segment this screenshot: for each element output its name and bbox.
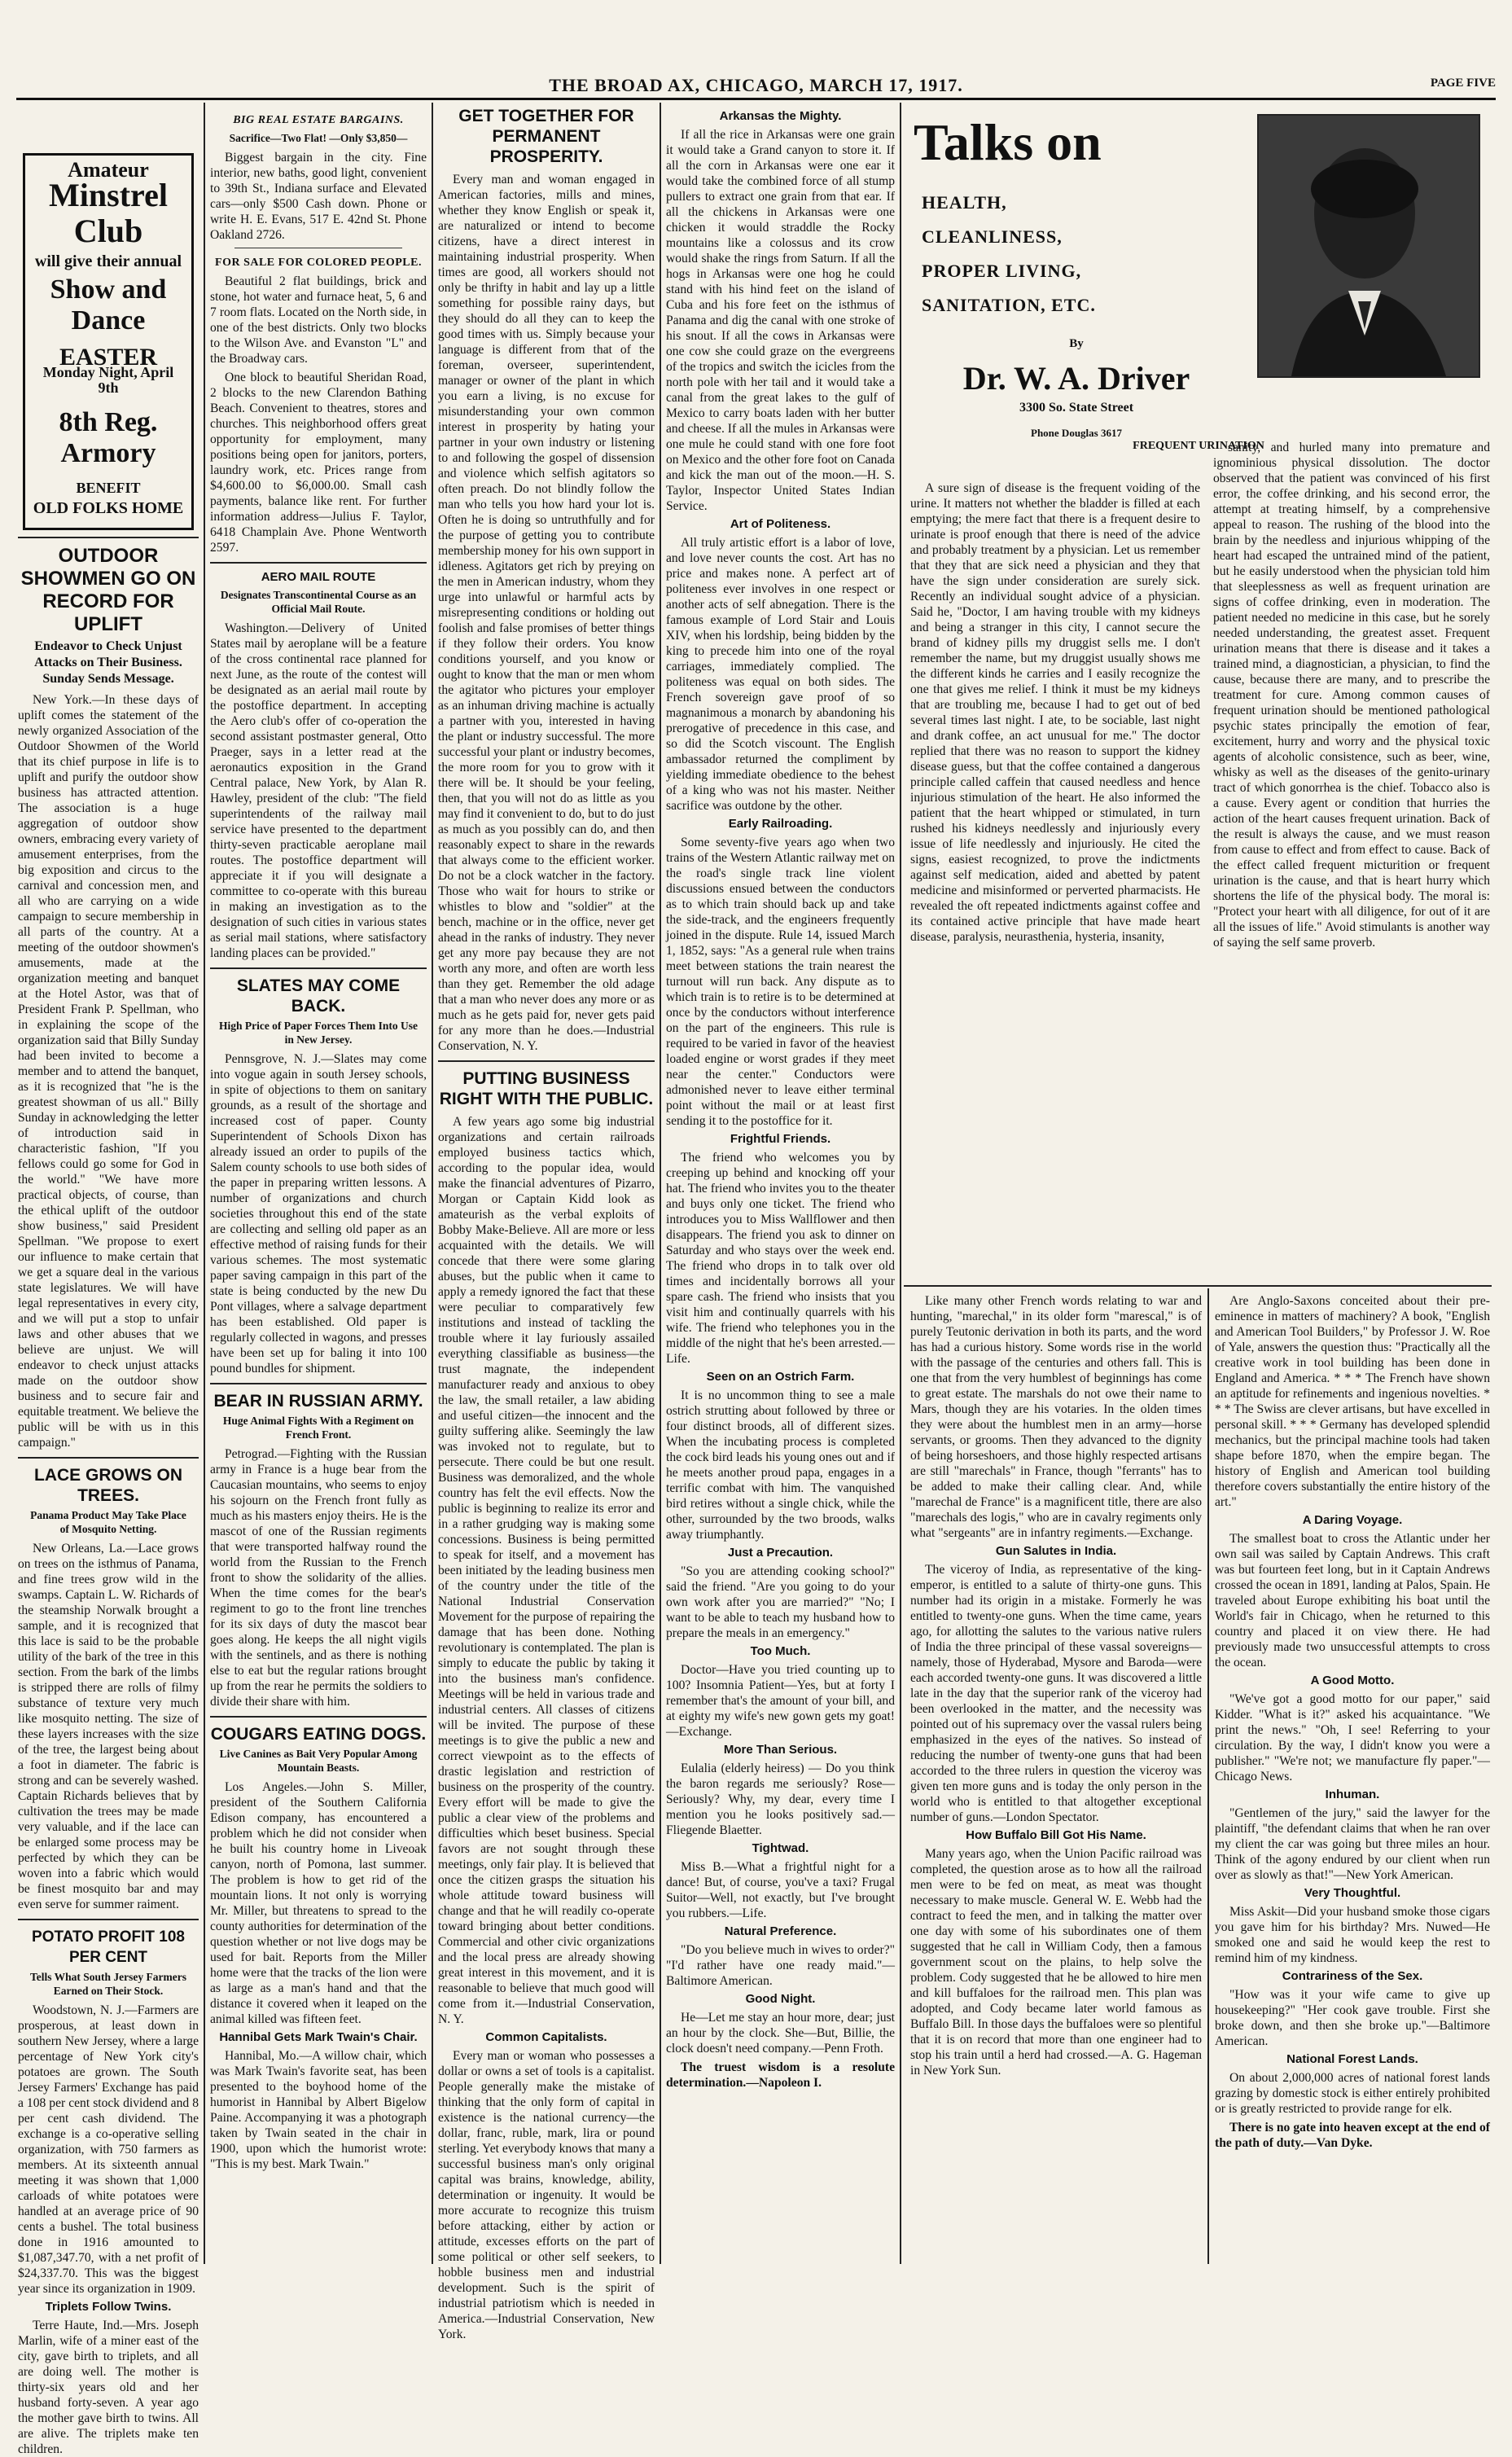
headline: Frightful Friends. — [730, 1132, 831, 1146]
headline: BEAR IN RUSSIAN ARMY. — [213, 1392, 423, 1411]
headline: GET TOGETHER FOR PERMANENT PROSPERITY. — [458, 107, 634, 166]
subheadline: Sacrifice—Two Flat! —Only $3,850— — [229, 132, 408, 144]
headline: AERO MAIL ROUTE — [261, 570, 376, 584]
headline: Good Night. — [745, 1992, 816, 2006]
article-body: On about 2,000,000 acres of national forest lands grazing by domestic stock is either entirely prohibited or is greatly restricted to provide range for elk. — [1215, 2071, 1490, 2116]
article-body: Pennsgrove, N. J.—Slates may come into vogue again in south Jersey schools, in spite of objections to them on sanitary grounds, as a result of the shortage and increased cost of paper. County Superintendent of Schools Dixon has already issued an order to pupils of the Salem county schools to use both sides of the paper in preparing written lessons. A number of organizations and church societies throughout this end of the state are collecting and selling old paper as an effective method of raising funds for their various schemes. The most systematic paper saving campaign in this part of the state is being conducted by the new Du Pont villages, where a salvage department has been established. Old paper is regularly collected in wagons, and presses have been set up for baling it into 100 pound bundles for shipment. — [210, 1052, 427, 1375]
article-body: Miss Askit—Did your husband smoke those cigars you gave him for his birthday? Mrs. Nuwed—He smoked one and said he would keep the rest to remind him of my kindness. — [1215, 1905, 1490, 1965]
ad-by: By — [1069, 337, 1084, 350]
column-rule — [1207, 1288, 1209, 2264]
article-body: New York.—In these days of uplift comes the statement of the newly organized Association of the Outdoor Showmen of the World that its chief purpose in life is to uplift and purify the outdoor show business has attracted attention. The association is a huge aggregation of outdoor show owners, embracing every variety of amusement enterprises, from the big exposition and circus to the carnival and concession men, and all who are carrying on a wide campaign to secure membership in all parts of the country. At a meeting of the outdoor showmen's amusements, made at the organization meeting and banquet at the Hotel Astor, was that of President Frank P. Spellman, who in explaining the scope of the organization said that Billy Sunday had been invited to become a member and to attend the banquet, as it is recognized that "he is the greatest showman of us all." Billy Sunday in acknowledging the letter of introduction said in characteristic fashion, "If you fellows could go some for God in the world." "We have more practical objects, of course, than the ethical uplift of the outdoor show business," said President Spellman. "We propose to exert our influence to make certain that we get a square deal in the various state legislatures. We will have legal representatives in every city, and we will put a stop to unfair laws and other abuses that we believe are unjust. We will endeavor to check unjust attacks made on the outdoor show business and to secure fair and equitable treatment. We believe the public will be with us in this campaign." — [18, 693, 199, 1450]
headline: Too Much. — [750, 1644, 811, 1658]
quote: The truest wisdom is a resolute determination.—Napoleon I. — [666, 2060, 895, 2090]
article-body: "How was it your wife came to give up housekeeping?" "Her cook gave trouble. First she broke down, and then she broke up."—Baltimore American. — [1215, 1988, 1490, 2048]
article-body: New Orleans, La.—Lace grows on trees on the isthmus of Panama, and fine trees grow wild in the swamps. Captain L. W. Richards of the steamship Norwalk brought a sample, and it is recognized that this lace is said to be the probable utility of the bark of the tree in this section. From the bark of the limbs is stripped there are rolls of filmy substance of texture very much like mosquito netting. The size of these layers increases with the size of the tree, the largest being about a foot in diameter. The fabric is strong and can be severely washed. Captain Richards believes that by cultivation the trees may be made very valuable, and if the lace can be enlarged some process may be perfected by which they can be woven into a fabric which would be finest mosquito bar and may even serve for summer raiment. — [18, 1542, 199, 1911]
headline: Very Thoughtful. — [1304, 1886, 1401, 1900]
article-body: Woodstown, N. J.—Farmers are prosperous, at least down in southern New Jersey, where a large percentage of New York city's potatoes are grown. The South Jersey Farmers' Exchange has paid a 108 per cent stock dividend and 8 per cent cash dividend. The exchange is a co-operative selling organization, with 750 farmers as members. At its sixteenth annual meeting it was shown that 1,000 carloads of white potatoes were handled at an average price of 90 cents a bushel. The total business done in 1916 amounted to $1,087,347.70, with a net profit of $24,337.70. This was the biggest year since its organization in 1909. — [18, 2003, 199, 2296]
article-body: It is no uncommon thing to see a male ostrich strutting about followed by three or four distinct broods, all of different sizes. When the incubating process is completed the cock bird leads his young ones out and if he meets another proud papa, engages in a terrific combat with him. The vanquished bird retires without a single chick, while the other, surrounded by the two broods, walks away triumphantly. — [666, 1389, 895, 1542]
subheadline: Designates Transcontinental Course as an Official Mail Route. — [220, 589, 417, 615]
minstrel-ad — [23, 153, 194, 530]
article-body: Beautiful 2 flat buildings, brick and stone, hot water and furnace heat, 5, 6 and 7 room flats. Located on the North side, in one of the best districts. Only two blocks to the Wilson Ave. and Evanston "L" and the Broadway cars. — [210, 274, 427, 366]
masthead-title: THE BROAD AX, CHICAGO, MARCH 17, 1917. — [549, 75, 963, 95]
ad-topic: SANITATION, ETC. — [922, 295, 1096, 315]
article-body: Hannibal, Mo.—A willow chair, which was Mark Twain's favorite seat, has been presented to the boyhood home of the humorist in Hannibal by Albert Bigelow Paine. Accompanying it was a photograph taken by Twain seated in the chair in 1900, upon which the humorist wrote: "This is my best. Mark Twain." — [210, 2049, 427, 2171]
article-body: Many years ago, when the Union Pacific railroad was completed, the question arose as to how all the railroad men were to be fed on meat, as meat was thought necessary to make muscle. General W. E. Webb had the contract to feed the men, and in talking the matter over one day with some of his subordinates one of them suggested that he call in William Cody, then a famous government scout on the plains, to help solve the problem. Cody suggested that he be allowed to hire men and kill buffaloes for the railroad men. This plan was adopted, and Cody became later world famous as Buffalo Bill. In those days the buffaloes were so plentiful that it is on record that more than one engineer had to stop his train until a herd had crossed.—A. G. Hageman in New York Sun. — [910, 1847, 1203, 2077]
article-body: If all the rice in Arkansas were one grain it would take a Grand canyon to store it. If all the corn in Arkansas were one ear it would take the combined force of all stump pullers to extract one grain from that ear. If all the chickens in Arkansas were one chicken it would straddle the Rocky mountains like a colossus and its crow would shake the rings from Saturn. If all the hogs in Arkansas were one hog he could stand with his hind feet on the island of Cuba and his fore feet on the isthmus of Panama and dig the canal with one stroke of his snout. If all the cows in Arkansas were one cow she could graze on the evergreens of the tropics and switch the icicles from the north pole with her tail and it would take a canal from the great lakes to the gulf of Mexico to carry boats laden with her butter and cheese. If all the mules in Arkansas were one mule he could stand with one fore foot on Mexico and the other fore foot on Canada and kick the man out of the moon.—H. S. Taylor, Inspector United States Indian Service. — [666, 128, 896, 513]
ad-topic: CLEANLINESS, — [922, 226, 1063, 247]
headline: A Good Motto. — [1310, 1674, 1395, 1687]
column-2 — [210, 106, 427, 2264]
ad-topic: PROPER LIVING, — [922, 261, 1082, 281]
headline: Tightwad. — [752, 1841, 809, 1855]
column-3 — [438, 106, 655, 2341]
ad-line: Amateur — [68, 158, 149, 182]
article-body: Washington.—Delivery of United States mail by aeroplane will be a feature of the cross continental race planned for next June, as the route of the contest will be designated as an aerial mail route by the postoffice department. In accepting the Aero club's offer of co-operation the second assistant postmaster general, Otto Praeger, says in a letter read at the aeronautics exposition in the Grand Central palace, New York, by Alan R. Hawley, president of the club: "The field superintendents of the railway mail service have presented to the department thirty-seven practicable aeroplane mail routes. The postoffice department will appreciate it if you will designate a committee to co-operate with this bureau in making an investigation as to the designation of such cities in various states as serial mail stations, where satisfactory landing places can be provided." — [210, 621, 427, 960]
headline: Gun Salutes in India. — [995, 1544, 1117, 1558]
article-body: "So you are attending cooking school?" said the friend. "Are you going to do your own work after you are married?" "No; I want to be able to teach my husband how to prepare the meals in an emergency." — [666, 1564, 895, 1640]
ad-line: BENEFIT — [76, 480, 141, 496]
ad-headline: Show and Dance — [50, 274, 167, 336]
article-body: "We've got a good motto for our paper," said Kidder. "What is it?" asked his acquaintance. "We print the news." "Oh, I see! Referring to your circulation. By the way, I didn't know you were a publisher." "We're not; we manufacture fly paper."—Chicago News. — [1215, 1692, 1490, 1784]
headline: FOR SALE FOR COLORED PEOPLE. — [215, 257, 422, 269]
headline: SLATES MAY COME BACK. — [236, 976, 401, 1016]
subheadline: Endeavor to Check Unjust Attacks on Their Business. Sunday Sends Message. — [34, 639, 182, 686]
article-body: All truly artistic effort is a labor of love, and love never counts the cost. Art has no price and makes none. A perfect art of politeness ever involves in one respect or another acts of self abnegation. There is the famous example of Lord Stair and Louis XIV, when his lordship, being bidden by the king to precede him into one of the royal carriages, immediately complied. The politeness was equal on both sides. The French sovereign gave proof of so magnanimous a monarch by abandoning his prerogative of precedence in this case, and so did the Scotch viscount. The English ambassador returned the compliment by yielding immediate obedience to the behest of a king who was not his master. Neither sacrifice was outdone by the other. — [666, 536, 895, 813]
article-body: The friend who welcomes you by creeping up behind and knocking off your hat. The friend who invites you to the theater and buys only one ticket. The friend who introduces you to Miss Wallflower and then disappears. The friend you ask to dinner on Saturday and who stays over the week end. The friend who drops in to talk over old times and incidentally borrows all your spare cash. The friend who insists that you visit him and continually quarrels with his wife. The friend who telephones you in the middle of the night that he's been arrested.—Life. — [666, 1151, 895, 1366]
headline: FREQUENT URINATION — [1133, 440, 1264, 452]
subheadline: Tells What South Jersey Farmers Earned on Their Stock. — [30, 1971, 186, 1997]
headline: Common Capitalists. — [485, 2030, 607, 2044]
column-rule — [204, 103, 205, 2264]
headline: More Than Serious. — [723, 1743, 838, 1757]
ad-line: EASTER — [59, 344, 158, 371]
headline: BIG REAL ESTATE BARGAINS. — [233, 114, 404, 126]
headline: Art of Politeness. — [730, 517, 831, 531]
ad-title: Talks on — [914, 113, 1102, 171]
section-rule — [904, 1285, 1492, 1287]
headline: How Buffalo Bill Got His Name. — [966, 1828, 1146, 1842]
headline: Just a Precaution. — [727, 1546, 834, 1560]
headline: Hannibal Gets Mark Twain's Chair. — [219, 2030, 418, 2044]
health-column-a — [910, 480, 1200, 1280]
ad-line: OLD FOLKS HOME — [33, 499, 184, 517]
headline: Contrariness of the Sex. — [1282, 1969, 1423, 1983]
article-body: A sure sign of disease is the frequent voiding of the urine. It matters not whether the bladder is filled at each emptying; the mere fact that there is a frequent desire to urinate is proof enough that there is need of the advice and probably treatment by a physician. Let us remember that they that are sick need a physician and they that have the sign under consideration are surely sick. Recently an individual sought advice of a physician. Said he, "Doctor, I am having trouble with my kidneys and being a stranger in this city, I cannot secure the brand of kidney pills my druggist sells me. I don't remember the name, but my druggist usually shows me the different kinds he carries and I easily recognize the one that gives me relief. I think it must be my kidneys that are troubling me, because I had to get out of bed several times last night. I ate, to be sociable, last night and drank coffee, an act unusual for me." The doctor replied that there was no reason to support the kidney disease guess, but that the coffee contained a dangerous principle called caffein that caused needless and hence injurious stimulation of the heart. He also informed the patient that the heart whipped or stimulated, in turn rushed his kidneys needlessly and injuriously every issue of life needlessly and injuriously. He cited the signs, easiest recognized, to prove the indictments against self medication, aided and abetted by patent medicine and misinformed or perverted pharmacists. He revealed the oft repeated indictments against coffee and its contained active principle that have made heart disease, paralysis, neurasthenia, hysteria, insanity, — [910, 481, 1200, 944]
column-4 — [666, 106, 895, 2264]
article-body: Los Angeles.—John S. Miller, president of the Southern California Edison company, has encountered a problem which he did not consider when he built his country home in Liveoak canyon, north of Pomona, last summer. The problem is how to get rid of the mountain lions. It not only is worrying Mr. Miller, but threatens to spread to the county authorities for determination of the question whether or not live dogs may be used for bait. Reports from the Miller home were that the tracks of the lion were as large as a man's hand and that the distance it covered when it leaped on the animal killed was fifteen feet. — [210, 1780, 427, 2026]
headline: Arkansas the Mighty. — [719, 109, 842, 123]
article-body: One block to beautiful Sheridan Road, 2 blocks to the new Clarendon Bathing Beach. Convenient to theatres, stores and churches. This neighborhood offers great opportunity for employment, many positions being open for janitors, porters, laundry work, etc. Prices range from $4,600.00 to $6,000.00. Small cash payments, balance like rent. For further information address—Julius F. Taylor, 6418 Champlain Ave. Phone Wentworth 2597. — [210, 371, 427, 555]
doctor-name: Dr. W. A. Driver — [962, 360, 1190, 397]
headline: A Daring Voyage. — [1302, 1513, 1403, 1527]
ad-line: will give their annual — [34, 252, 182, 270]
masthead — [16, 75, 1496, 100]
headline: COUGARS EATING DOGS. — [210, 1725, 427, 1744]
article-body: "Gentlemen of the jury," said the lawyer for the plaintiff, "the defendant claims that when he ran over my client the car was going but three miles an hour. Think of the agony endured by our client when run over as slowly as that!"—New York American. — [1215, 1806, 1490, 1882]
article-body: Every man or woman who possesses a dollar or owns a set of tools is a capitalist. People generally make the mistake of thinking that the only form of capital in existence is the national currency—the dollar, franc, ruble, mark, lira or pound sterling. Yet everybody knows that many a successful business man's only original capital was brains, knowledge, ability, determination or ingenuity. It would be more accurate to recognize this truism before attacking, either by action or attitude, excesses efforts on the part of some political or other self seekers, to hobble business men and industrial development. Such is the spirit of industrial patriotism which is needed in America.—Industrial Conservation, New York. — [438, 2049, 655, 2341]
ad-headline: Minstrel Club — [49, 177, 168, 249]
doctor-portrait-image — [1257, 114, 1480, 378]
ad-line: Monday Night, April 9th — [42, 364, 174, 396]
quote: There is no gate into heaven except at the end of the path of duty.—Van Dyke. — [1215, 2121, 1490, 2150]
ad-headline: 8th Reg. Armory — [59, 407, 158, 468]
article-body: Biggest bargain in the city. Fine interior, new baths, good light, convenient to 39th St., Indiana surface and Elevated cars—only $500 Cash down. Phone or write H. E. Evans, 517 E. 42nd St. Phone Oakland 2726. — [210, 151, 427, 242]
headline: POTATO PROFIT 108 PER CENT — [32, 1928, 185, 1966]
headline: Early Railroading. — [728, 817, 833, 831]
health-column-b — [1213, 440, 1490, 1280]
article-body: Every man and woman engaged in American factories, mills and mines, whether they know English or speak it, are naturalized or intend to become citizens, have a direct interest in maintaining industrial prosperity. When times are good, all workers should not only be thrifty in habit and lay up a little something for possible rainy days, but they should do all they can to keep the good times with us. Simply because your language is different from that of the foreman, overseer, superintendent, manager or owner of the plant in which you earn a living, is no excuse for misunderstanding your own common interest in prosperity by hating your partner in your own industry or listening to and following the gospel of dissension and violence which selfish agitators so often preach. Do not blindly follow the man who tells you how hard your lot is. Often he is doing so untruthfully and for the purpose of getting you to contribute membership money for his own support in idleness. Agitators get rich by preying on the men in American industry, whom they urge into unlawful or harmful acts by misrepresenting conditions or holding out foolish and false promises of better things if they follow their orders. You know conditions yourself, and you know or ought to know that the man or men whom the agitator who pictures your employer as an inhuman driving machine is actually a partner with you, interested in having the plant or industry successful. The more successful your plant or industry becomes, the more room for you to grow with it there will be. It should be your feeling, then, that you will not do as little as you may find it convenient to do, but to do just as much as you possibly can do, and then reasonably expect to share in the rewards that always come to the efficient worker. Do not be a clock watcher in the factory. Those who wait for hours to strike or whistles to blow and "soldier" at the bench, machine or in the office, never get ahead in the ranks of industry. They never get any more pay because they are not worth any more, and often are worth less than they get. Remember the old adage that a man who never does any more or as much as he gets paid for, never gets paid for any more than he does.—Industrial Conservation, N. Y. — [438, 173, 655, 1053]
headline: OUTDOOR SHOWMEN GO ON RECORD FOR UPLIFT — [20, 545, 196, 635]
article-body: A few years ago some big industrial organizations and certain railroads employed business tactics which, according to the popular idea, would make the financial adventures of Pizarro, Morgan or Captain Kidd look as amateurish as the verbal exploits of Bobby Make-Believe. All are more or less acquainted with the details. We will concede that there were some glaring abuses, but the public when it came to apply a remedy ignored the fact that these were peculiar to comparatively few institutions and instead of tackling the trouble where it lay furiously assailed everything classifiable as business—the trust magnate, the independent manufacturer ready and anxious to obey the law, the small retailer, a law abiding and useful citizen—the innocent and the guilty suffering alike. Seemingly the law was invoked not to regulate, but to persecute. There could be but one result. Business was demoralized, and the whole country has felt the evil effects. Now the public is beginning to realize its error and in a rather grudging way is making some concessions. Business is being permitted to speak for itself, and a movement has been initiated by the leading business men of the country under the title of the National Industrial Conservation Movement for the purpose of repairing the damage that has been done. Nothing revolutionary is contemplated. The plan is simply to educate the public by taking it into the business man's confidence. Meetings will be held in various trade and industrial centers. All classes of citizens will be invited. The purpose of these meetings is to give the public a new and correct viewpoint as to the effects of drastic legislation and restriction of business on the prosperity of the country. Every effort will be made to give the public a clear view of the problems and difficulties which beset business. Special favors are not sought through these meetings, only fair play. It is believed that once the citizen grasps the situation his whole attitude toward business will change and that he will readily co-operate toward bringing about better conditions. Commercial and other civic organizations and the local press are already showing great interest in this movement, and it is reasonable to believe that much good will come from it.—Industrial Conservation, N. Y. — [438, 1115, 655, 2026]
article-body: The viceroy of India, as representative of the king-emperor, is entitled to a salute of thirty-one guns. This number had its origin in a mistake. Formerly he was entitled to twenty-one guns. When the time came, years ago, for allotting the salutes to the various native rulers of India the three principal of these vassal sovereigns—namely, those of Hyderabad, Mysore and Baroda—were each accorded twenty-one guns. It was discovered a little late in the day that the superior rank of the viceroy had been overlooked in the matter, and the necessity was pointed out of his supremacy over the vassal rulers being emphasized in the eyes of the natives. So instead of reducing the number of twenty-one guns that had been accorded to the three rulers in question the viceroy was given ten more guns and is today the only person in the world who is entitled to that altogether exceptional number of guns.—London Spectator. — [910, 1563, 1202, 1824]
column-rule — [900, 103, 901, 2264]
column-6-lower — [1215, 1293, 1490, 2262]
subheadline: Huge Animal Fights With a Regiment on French Front. — [222, 1415, 414, 1441]
headline: National Forest Lands. — [1286, 2052, 1418, 2066]
headline: PUTTING BUSINESS RIGHT WITH THE PUBLIC. — [439, 1069, 654, 1108]
article-body: Some seventy-five years ago when two trains of the Western Atlantic railway met on the road's single track line violent discussions ensued between the conductors as to which train should back up and take the side-track, and the engineers frequently joined in the dispute. Rule 14, issued March 1, 1852, says: "As a general rule when trains meet between stations the train nearest the turnout will run back. Any dispute as to which train is to retire is to be determined at once by the conductors without interference on the part of the engineers. This rule is required to be varied in favor of the heaviest loaded engine or worst grades if they meet near the center." Conductors were admonished never to leave either terminal point without the mail or at least first sending it to the postoffice for it. — [666, 836, 895, 1128]
column-1 — [18, 106, 199, 2456]
subheadline: Panama Product May Take Place of Mosquito Netting. — [30, 1509, 186, 1535]
article-body: sanity, and hurled many into premature and ignominious physical dissolution. The doctor observed that the patient was convinced of his first error, the coffee drinking, and his second error, the attempt at treating himself, by a comprehensive appeal to reason. The rushing of the blood into the brain by the needless and injurious whipping of the heart had escaped the untrained mind of the patient, but he easily understood when the physician told him that sleeplessness as well as frequent urination are signs of coffee drinking, even in moderation. The patient needed no medicine in this case, but he sorely needed understanding, the greatest asset. Frequent urination means that there is disease and it takes a trained mind, a diagnostician, a physician, to find the cause, because there are many, and to prescribe the treatment for cure. Among common causes of frequent urination should be mentioned pathological psychic states principally the emotion of fear, excitement, hurry and worry and the physical toxic agents of alcoholic consistence, such as beer, wine, whisky as well as the diseases of the genito-urinary tract of which gonorrhea is the chief. Tobacco also is a cause. Every agent or condition that hurries the action of the heart causes frequent urination. Back of the result is always the cause, and we must reason from cause to effect and from effect to cause. Back of the effect called frequent micturition or frequent urination is the cause, and that is heart hurry which shortens the life of the physical body. The moral is: "Protect your heart with all diligence, for out of it are all the issues of life." Avoid stimulants is another way of saying the self same proverb. — [1213, 441, 1490, 950]
portrait-icon — [1259, 116, 1479, 376]
doctor-address: 3300 So. State Street — [1019, 401, 1134, 415]
article-body: Doctor—Have you tried counting up to 100? Insomnia Patient—Yes, but at forty I remember that's the amount of your bill, and at eighty my wife's new gown gets my goat!—Exchange. — [666, 1663, 895, 1739]
article-body: Like many other French words relating to war and hunting, "marechal," in its older form "marescal," is of purely Teutonic derivation in both its parts, and the word has had a curious history. Some words rise in the world with the passage of the centuries and others fall. This is one that from the very humblest of beginnings has come to great estate. The marshals do not owe their name to Mars, though they are his votaries. In the olden times they were about the humblest men in an army—horse servants, or grooms. Then they advanced to the dignity of being horseshoers, and those highly respected artisans are still "marechals" in France, though "ferrants" has to be added to make their calling clear. And, while "marechal de France" is a magnificent title, there are also "marechals des logis," who are in cavalry regiments only what "sergeants" are in infantry regiments.—Exchange. — [910, 1294, 1202, 1540]
subheadline: High Price of Paper Forces Them Into Use in New Jersey. — [218, 1020, 419, 1046]
headline: Natural Preference. — [724, 1924, 837, 1938]
talks-ad — [905, 106, 1492, 464]
headline: Seen on an Ostrich Farm. — [706, 1370, 855, 1384]
article-body: Are Anglo-Saxons conceited about their pre-eminence in matters of machinery? A book, "English and American Tool Builders," by Professor J. W. Roe of Yale, answers the question thus: "Practically all the creative work in tool building has been done in England and America. * * * The French have shown an aptitude for refinements and ingenious novelties. * * * The Swiss are clever artisans, but have excelled in personal skill. * * * Germany has developed splendid mechanics, but the principal machine tools had taken shape before 1870, when the empire began. The history of English and American tool building therefore covers substantially the entire history of the art." — [1215, 1294, 1490, 1509]
article-body: Miss B.—What a frightful night for a dance! But, of course, you've a taxi? Frugal Suitor—Well, not exactly, but I've brought you rubbers.—Life. — [666, 1860, 895, 1920]
column-rule — [660, 103, 661, 2264]
article-body: He—Let me stay an hour more, dear; just an hour by the clock. She—But, Billie, the clock doesn't need company.—Penn Froth. — [666, 2011, 895, 2056]
page-number: PAGE FIVE — [1430, 77, 1496, 90]
subheadline: Live Canines as Bait Very Popular Among Mountain Beasts. — [219, 1748, 418, 1774]
column-rule — [432, 103, 433, 2264]
article-body: Eulalia (elderly heiress) — Do you think the baron regards me seriously? Rose—Seriously? Why, my dear, every time I mention you he looks positively sad.—Fliegende Blaetter. — [666, 1762, 895, 1837]
article-body: Petrograd.—Fighting with the Russian army in France is a huge bear from the Caucasian mountains, who seems to enjoy his sojourn on the French front fully as much as his masters enjoy theirs. He is the mascot of one of the Russian regiments that were transported halfway round the world from the Russian to the French front to show the solidarity of the allies. When the time comes for the bear's regiment to go to the front line trenches for its six days of duty the mascot bear goes along. He keeps the all night vigils with the sentinels, and as there is nothing else to eat but the regular rations brought up from the rear he permits the soldiers to divide their share with him. — [210, 1447, 427, 1709]
headline: LACE GROWS ON TREES. — [34, 1466, 182, 1505]
ad-topic: HEALTH, — [922, 192, 1007, 213]
article-body: Terre Haute, Ind.—Mrs. Joseph Marlin, wife of a miner east of the city, gave birth to triplets, and all are doing well. The mother is thirty-six years old and her husband forty-seven. A year ago the mother gave birth to twins. All are alive. The triplets make ten children. — [18, 2319, 199, 2456]
headline: Triplets Follow Twins. — [45, 2300, 172, 2314]
headline: Inhuman. — [1325, 1788, 1380, 1801]
article-body: The smallest boat to cross the Atlantic under her own sail was sailed by Captain Andrews. This craft was but fourteen feet long, but in it Captain Andrews crossed the ocean in 1891, landing at Palos, Spain. He traveled about Europe exhibiting his boat until the World's fair in Chicago, when he returned to this country and placed it on view there. He had previously made two unsuccessful attempts to cross the ocean. — [1215, 1532, 1490, 1669]
doctor-phone: Phone Douglas 3617 — [1031, 427, 1122, 439]
article-body: "Do you believe much in wives to order?" "I'd rather have one ready maid."—Baltimore American. — [666, 1943, 895, 1988]
column-5-lower — [910, 1293, 1202, 2262]
